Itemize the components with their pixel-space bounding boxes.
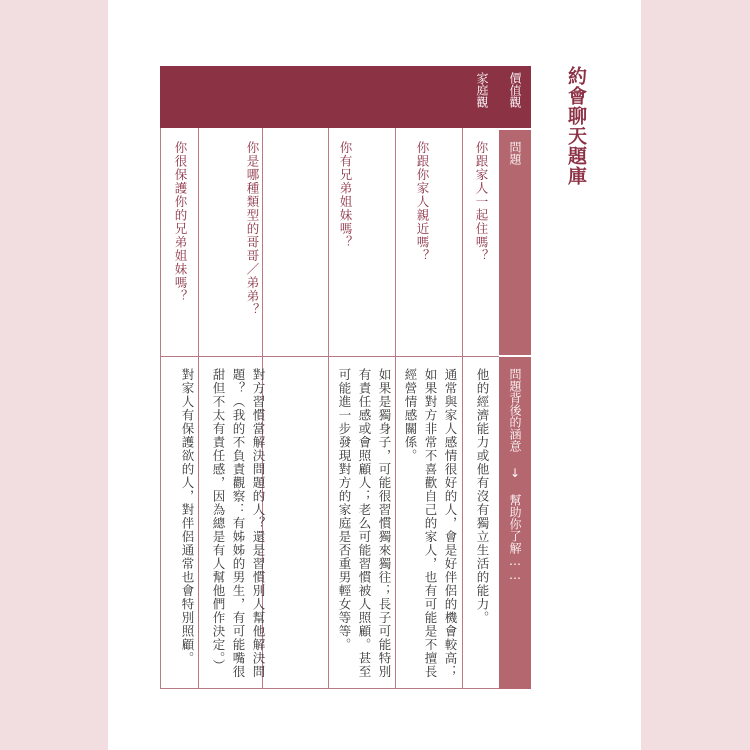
header-divider (499, 128, 531, 130)
answer-3: 如果是獨身子，可能很習慣獨來獨往；長子可能特別有責任感或會照顧人；老么可能習慣被人照顧。甚至可能進一步發現對方的家庭是否重男輕女等等。 (337, 368, 392, 679)
row-divider (395, 128, 396, 689)
answer-2: 通常與家人感情很好的人，會是好伴侶的機會較高；如果對方非常不喜歡自己的家人，也有可能是不擅長經營情感關係。 (403, 368, 458, 679)
table-header-band (160, 66, 499, 128)
question-3: 你有兄弟姐妹嗎？ (338, 141, 353, 249)
header-divider (499, 355, 531, 357)
header-value-label: 價值觀 (508, 72, 522, 108)
header-question-label: 問題 (508, 141, 522, 165)
question-1: 你跟家人一起住嗎？ (474, 141, 489, 263)
header-meaning-label: 問題背後的涵意 ↓ 幫助你了解…… (508, 368, 522, 582)
answer-1: 他的經濟能力或他有沒有獨立生活的能力。 (475, 368, 490, 625)
question-2: 你跟你家人親近嗎？ (415, 141, 430, 263)
row-divider (198, 128, 199, 689)
section-divider (160, 356, 499, 357)
answer-4: 對方習慣當解決問題的人？還是習慣別人幫他解決問題？（我的不負責觀察：有姊姊的男生，有可能嘴很甜但不太有責任感，因為總是有人幫他們作決定。） (211, 368, 266, 679)
page-title: 約會聊天題庫 (565, 66, 587, 186)
row-divider (462, 128, 463, 689)
answer-5: 對家人有保護欲的人，對伴侶通常也會特別照顧。 (180, 368, 195, 665)
category-label: 家庭觀 (475, 72, 489, 108)
question-5: 你很保護你的兄弟姐妹嗎？ (173, 141, 188, 303)
question-4: 你是哪種類型的哥哥／弟弟？ (245, 141, 260, 317)
row-divider (328, 128, 329, 689)
